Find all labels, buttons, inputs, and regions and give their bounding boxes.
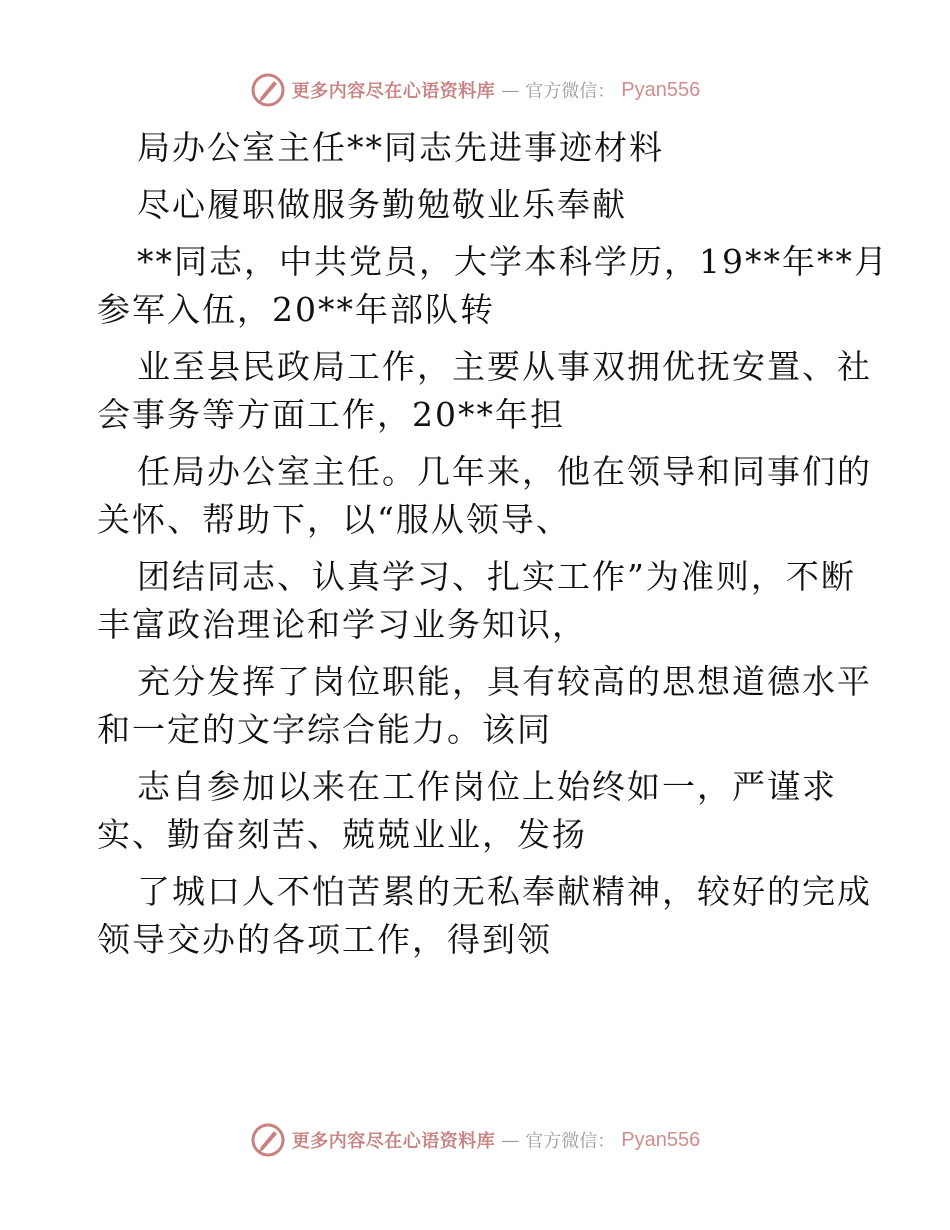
paragraph-line: 参军入伍，20**年部队转 [97, 290, 495, 329]
paragraph-line: 会事务等方面工作，20**年担 [97, 395, 565, 434]
paragraph-line: 充分发挥了岗位职能，具有较高的思想道德水平 [137, 662, 872, 701]
paragraph-line: 志自参加以来在工作岗位上始终如一，严谨求 [137, 767, 837, 806]
header-separator: — [501, 79, 520, 101]
footer-id-text: Pyan556 [621, 1128, 701, 1151]
header-watermark [0, 70, 950, 110]
footer-watermark [0, 1120, 950, 1160]
header-sub-text: 官方微信： [525, 81, 616, 102]
footer-separator: — [501, 1129, 520, 1151]
paragraph-line: 任局办公室主任。几年来，他在领导和同事们的 [137, 452, 872, 491]
footer-sub-text: 官方微信： [525, 1131, 616, 1152]
paragraph-line: 实、勤奋刻苦、兢兢业业，发扬 [97, 815, 587, 854]
paragraph-line: 了城口人不怕苦累的无私奉献精神，较好的完成 [137, 872, 872, 911]
document-title: 局办公室主任**同志先进事迹材料 [137, 128, 664, 167]
document-body [97, 124, 889, 964]
footer-main-text: 更多内容尽在心语资料库 [291, 1131, 496, 1152]
header-id-text: Pyan556 [621, 78, 701, 101]
quill-seal-icon [250, 72, 286, 108]
paragraph-line: 丰富政治理论和学习业务知识， [97, 605, 587, 644]
paragraph-line: 团结同志、认真学习、扎实工作”为准则，不断 [137, 557, 856, 596]
document-subtitle: 尽心履职做服务勤勉敬业乐奉献 [137, 185, 627, 224]
paragraph-line: **同志，中共党员，大学本科学历，19**年**月 [137, 242, 889, 281]
header-main-text: 更多内容尽在心语资料库 [291, 81, 496, 102]
paragraph-line: 和一定的文字综合能力。该同 [97, 710, 552, 749]
paragraph-line: 关怀、帮助下，以“服从领导、 [97, 500, 571, 539]
quill-seal-icon [250, 1122, 286, 1158]
paragraph-line: 领导交办的各项工作，得到领 [97, 920, 552, 959]
paragraph-line: 业至县民政局工作，主要从事双拥优抚安置、社 [137, 347, 872, 386]
